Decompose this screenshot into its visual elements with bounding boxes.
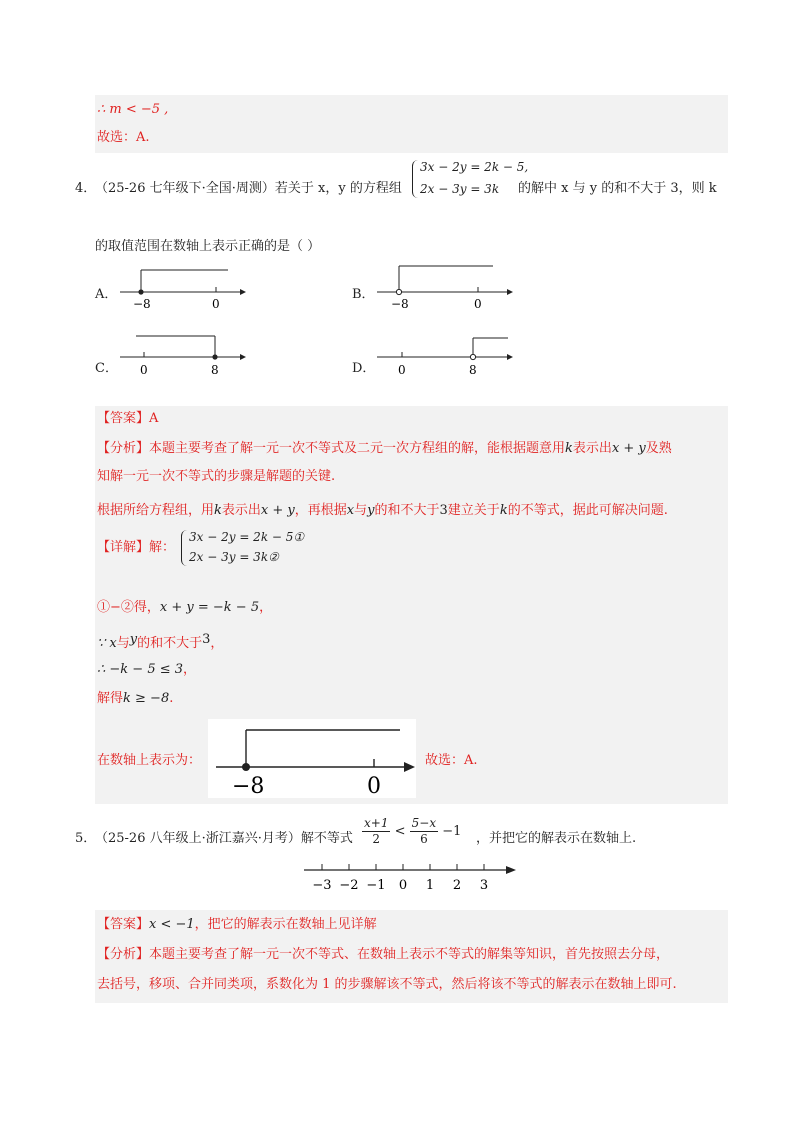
q4-analysis-3e: 的和不大于 xyxy=(374,503,440,518)
option-c-numberline[interactable] xyxy=(118,328,248,378)
option-b-label[interactable]: B． xyxy=(352,287,375,302)
q5-frac1 xyxy=(362,816,390,847)
q4-tail: 的解中 x 与 y 的和不大于 3，则 k xyxy=(518,181,717,196)
q4-sys-eq1: 3x − 2y = 2k − 5① xyxy=(189,530,305,544)
option-a-label[interactable]: A． xyxy=(95,287,118,302)
option-b-numberline[interactable] xyxy=(375,262,515,312)
q4-step2b: 与 xyxy=(116,636,130,651)
prev-answer-line: 故选：A. xyxy=(97,130,150,145)
prev-therefore-line: ∴ m < −5 , xyxy=(97,102,169,117)
q5-number: 5． xyxy=(75,831,97,846)
q4-analysis-3f: 建立关于 xyxy=(447,503,500,518)
option-a-left-tick: −8 xyxy=(133,297,151,311)
q5-analysis-2: 去括号，移项、合并同类项，系数化为 1 的步骤解该不等式，然后将该不等式的解表示在数轴上即可. xyxy=(97,977,677,992)
q4-step4b: k ≥ −8 xyxy=(123,691,170,706)
q5-frac2-num: 5−x xyxy=(411,816,437,830)
q5-minus-one: −1 xyxy=(442,824,462,839)
q5-frac1-den: 2 xyxy=(372,832,381,846)
q5-frac2-den: 6 xyxy=(420,832,428,846)
q4-numline-right: 0 xyxy=(367,774,381,798)
q4-analysis-1b: 表示出 xyxy=(572,441,612,456)
q4-step2 xyxy=(97,631,223,653)
q5-tag-answer: 【答案】 xyxy=(97,917,150,932)
q5-numberline xyxy=(300,858,520,898)
q4-step1b: x + y = −k − 5 xyxy=(159,600,260,615)
q5-tick-label: −1 xyxy=(366,878,386,893)
q4-analysis-3-k: k xyxy=(214,503,222,518)
q4-detail-word: 解： xyxy=(149,540,176,555)
q5-frac1-num: x+1 xyxy=(364,816,389,830)
q4-analysis-3d: 与 xyxy=(354,503,368,518)
q4-step2d: 的和不大于 xyxy=(137,636,203,651)
q4-analysis-3-x: x xyxy=(346,503,355,518)
q5-tail: ，并把它的解表示在数轴上. xyxy=(476,831,637,846)
q4-analysis-3-three: 3 xyxy=(439,503,448,518)
q5-inequality xyxy=(362,816,461,847)
q4-brace xyxy=(412,160,419,198)
q4-source: （25-26 七年级下·全国·周测）若关于 x，y 的方程组 xyxy=(95,181,402,196)
q5-answer-text: ，把它的解表示在数轴上见详解 xyxy=(194,917,377,932)
q4-step1a: ①−②得， xyxy=(97,600,160,615)
option-b-right-tick: 0 xyxy=(474,297,482,311)
q4-step4c: . xyxy=(169,691,174,706)
q4-sys-eq2: 2x − 3y = 3k② xyxy=(189,550,279,564)
q4-analysis-k: k xyxy=(565,441,573,456)
q4-analysis-xy: x + y xyxy=(611,441,646,456)
q4-number: 4． xyxy=(75,181,97,196)
q5-tick-label: −3 xyxy=(312,878,332,893)
q4-step2c: y xyxy=(129,632,138,647)
q4-analysis-3-k2: k xyxy=(499,503,508,518)
option-a-right-tick: 0 xyxy=(212,297,220,311)
option-d-left-tick: 0 xyxy=(398,363,406,377)
option-c-left-tick: 0 xyxy=(140,363,148,377)
q5-answer-line xyxy=(97,916,377,934)
q5-answer-box xyxy=(95,910,728,1003)
q4-analysis-3-xy: x + y xyxy=(260,503,295,518)
q4-step4 xyxy=(97,690,173,708)
q4-step1 xyxy=(97,599,272,617)
option-d-numberline[interactable] xyxy=(375,328,515,378)
q5-tick-label: 0 xyxy=(398,878,408,893)
q4-numline-left: −8 xyxy=(232,774,265,798)
q5-frac2 xyxy=(410,816,438,847)
q4-analysis-1c: 及熟 xyxy=(645,441,672,456)
q4-analysis-3c: ，再根据 xyxy=(294,503,347,518)
q4-step3-line xyxy=(97,661,196,679)
q4-analysis-1: 本题主要考查了解一元一次不等式及二元一次方程组的解，能根据题意用 xyxy=(149,441,566,456)
q4-step2f: ， xyxy=(210,636,224,651)
option-d-right-tick: 8 xyxy=(469,363,477,377)
q4-tag-detail: 【详解】 xyxy=(97,540,150,555)
option-c-label[interactable]: C． xyxy=(95,361,118,376)
q4-step2e: 3 xyxy=(202,632,211,647)
q4-eq2: 2x − 3y = 3k xyxy=(420,182,500,196)
q5-tick-label: 1 xyxy=(425,878,435,893)
option-a-numberline[interactable] xyxy=(118,262,248,312)
q4-eq1: 3x − 2y = 2k − 5, xyxy=(420,160,529,174)
q4-step3: ∴ −k − 5 ≤ 3 xyxy=(97,662,184,677)
q4-analysis-3a: 根据所给方程组，用 xyxy=(97,503,215,518)
q5-source: （25-26 八年级上·浙江嘉兴·月考）解不等式 xyxy=(95,831,353,846)
q4-answer-numberline xyxy=(208,719,416,798)
option-d-label[interactable]: D． xyxy=(352,361,376,376)
q4-step3b: ， xyxy=(183,662,197,677)
q4-detail-line xyxy=(97,539,175,557)
q4-choose: 故选：A. xyxy=(425,753,478,768)
q4-analysis-line-3 xyxy=(97,502,668,520)
q4-numline-prefix: 在数轴上表示为： xyxy=(97,753,202,768)
option-b-left-tick: −8 xyxy=(391,297,409,311)
option-c-right-tick: 8 xyxy=(211,363,219,377)
q5-analysis-1: 本题主要考查了解一元一次不等式、在数轴上表示不等式的解集等知识，首先按照去分母， xyxy=(149,947,670,962)
q5-answer-math: x < −1 xyxy=(149,917,195,932)
q4-step4a: 解得 xyxy=(97,691,124,706)
q5-tick-label: −2 xyxy=(339,878,359,893)
q4-analysis-3-y: y xyxy=(367,503,375,518)
q4-analysis-line-1 xyxy=(97,440,672,458)
q4-answer-box xyxy=(95,406,728,804)
q5-tag-analysis: 【分析】 xyxy=(97,947,150,962)
q4-tag-analysis: 【分析】 xyxy=(97,441,150,456)
q4-line2: 的取值范围在数轴上表示正确的是（ ） xyxy=(95,239,321,254)
q4-analysis-2: 知解一元一次不等式的步骤是解题的关键. xyxy=(97,469,336,484)
q4-step1c: ， xyxy=(259,600,273,615)
q4-step2a: ∵ x xyxy=(97,636,117,651)
q4-detail-brace xyxy=(181,530,188,566)
q5-tick-label: 2 xyxy=(452,878,462,893)
q4-tag-answer: 【答案】A xyxy=(97,411,159,426)
q5-tick-label: 3 xyxy=(479,878,489,893)
prev-solution-box xyxy=(95,95,728,153)
q4-analysis-3b: 表示出 xyxy=(221,503,261,518)
q5-lt: < xyxy=(394,824,406,839)
q4-analysis-3g: 的不等式，据此可解决问题. xyxy=(507,503,668,518)
q5-analysis-line-1 xyxy=(97,946,669,964)
